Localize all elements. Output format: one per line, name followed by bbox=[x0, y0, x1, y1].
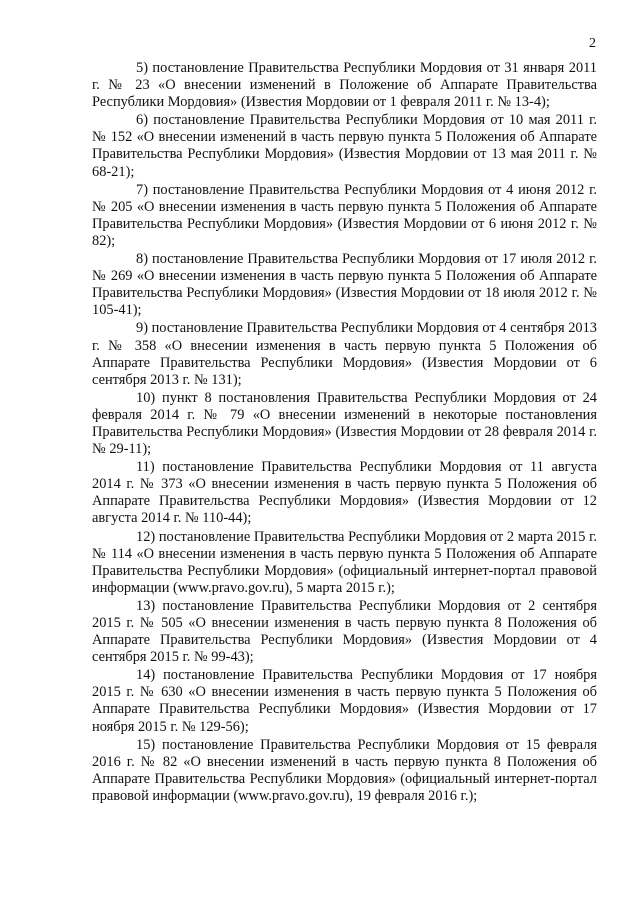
list-item-13: 13) постановление Правительства Республики Мордовия от 2 сентября 2015 г. № 505 «О внесении изменения в часть первую пункта 8 Положения об Аппарате Правительства Республики Мордовия» (Известия Мордовии от 4 сентября 2015 г. № 99-43); bbox=[92, 597, 597, 666]
list-item-9: 9) постановление Правительства Республики Мордовия от 4 сентября 2013 г. № 358 «О внесении изменения в часть первую пункта 5 Положения об Аппарате Правительства Республики Мордовия» (Известия Мордовии от 6 сентября 2013 г. № 131); bbox=[92, 320, 597, 388]
list-item-7: 7) постановление Правительства Республики Мордовия от 4 июня 2012 г. № 205 «О внесении изменения в часть первую пункта 5 Положения об Аппарате Правительства Республики Мордовия» (Известия Мордовии от 6 июня 2012 г. № 82); bbox=[92, 181, 597, 249]
list-item-5: 5) постановление Правительства Республики Мордовия от 31 января 2011 г. № 23 «О внесении изменений в Положение об Аппарате Правительства Республики Мордовия» (Известия Мордовии от 1 февраля 2011 г. № 13-4); bbox=[92, 60, 597, 111]
list-item-12: 12) постановление Правительства Республики Мордовия от 2 марта 2015 г. № 114 «О внесении изменения в часть первую пункта 5 Положения об Аппарате Правительства Республики Мордовия» (официальный интернет-портал правовой информации (www.pravo.gov.ru), 5 марта 2015 г.); bbox=[92, 528, 597, 596]
list-item-15: 15) постановление Правительства Республики Мордовия от 15 февраля 2016 г. № 82 «О внесении изменений в часть первую пункта 8 Положения об Аппарате Правительства Республики Мордовия» (официальный интернет-портал правовой информации (www.pravo.gov.ru), 19 февраля 2016 г.); bbox=[92, 736, 597, 804]
list-item-6: 6) постановление Правительства Республики Мордовия от 10 мая 2011 г. № 152 «О внесении изменений в часть первую пункта 5 Положения об Аппарате Правительства Республики Мордовия» (Известия Мордовии от 13 мая 2011 г. № 68-21); bbox=[92, 112, 597, 180]
list-item-10: 10) пункт 8 постановления Правительства Республики Мордовия от 24 февраля 2014 г. № 79 «О внесении изменений в некоторые постановления Правительства Республики Мордовия» (Известия Мордовии от 28 февраля 2014 г. № 29-11); bbox=[92, 389, 597, 458]
list-item-11: 11) постановление Правительства Республики Мордовия от 11 августа 2014 г. № 373 «О внесении изменения в часть первую пункта 5 Положения об Аппарате Правительства Республики Мордовия» (Известия Мордовии от 12 августа 2014 г. № 110-44); bbox=[92, 459, 597, 527]
list-item-14: 14) постановление Правительства Республики Мордовия от 17 ноября 2015 г. № 630 «О внесении изменения в часть первую пункта 5 Положения об Аппарате Правительства Республики Мордовия» (Известия Мордовии от 17 ноября 2015 г. № 129-56); bbox=[92, 667, 597, 735]
page-number: 2 bbox=[589, 36, 596, 51]
list-item-8: 8) постановление Правительства Республики Мордовия от 17 июля 2012 г. № 269 «О внесении изменения в часть первую пункта 5 Положения об Аппарате Правительства Республики Мордовия» (Известия Мордовии от 18 июля 2012 г. № 105-41); bbox=[92, 251, 597, 319]
document-body bbox=[92, 60, 597, 806]
